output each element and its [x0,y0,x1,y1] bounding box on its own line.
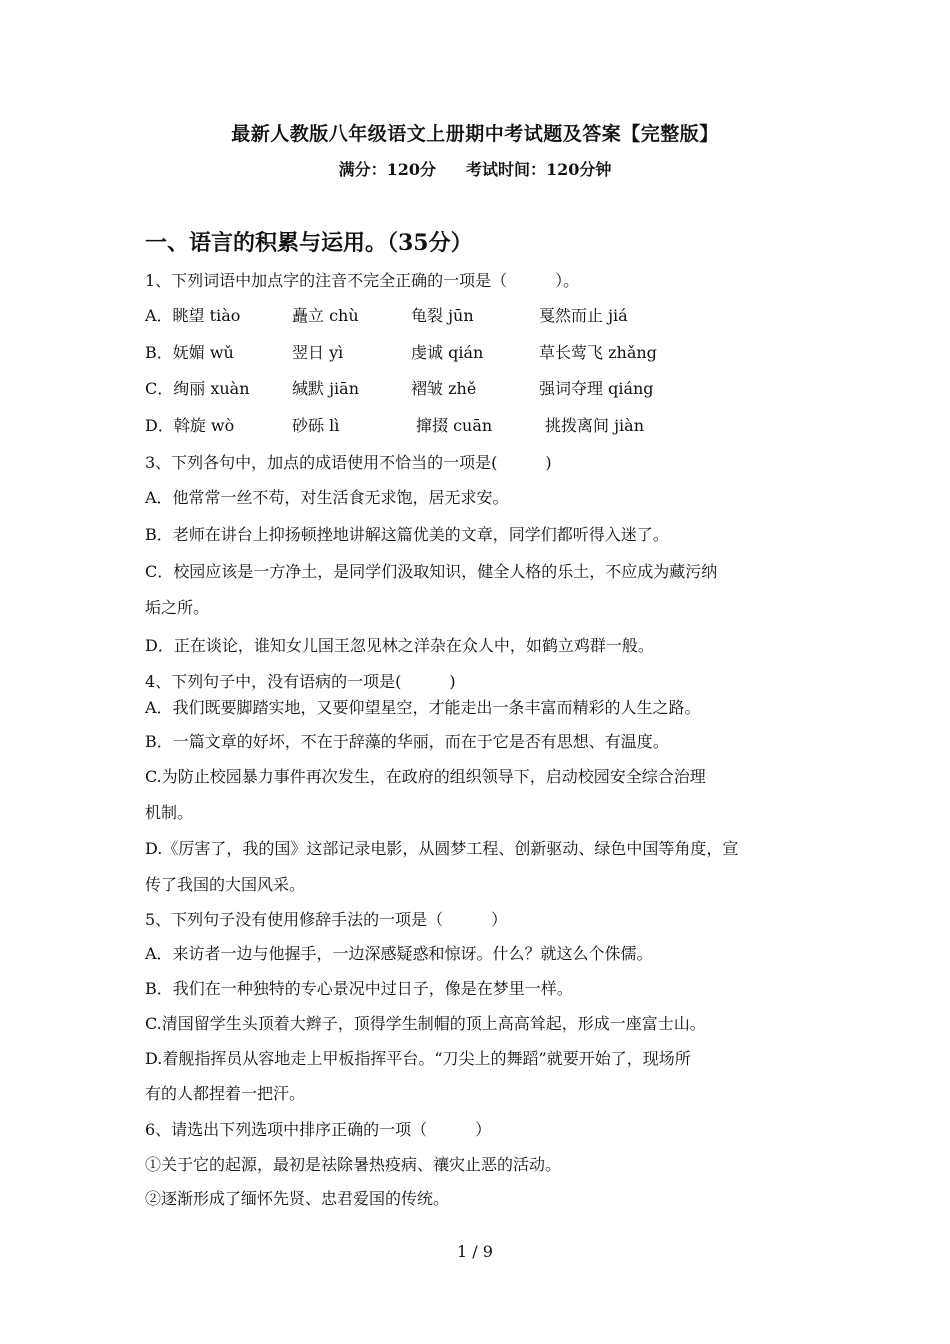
q4-option-c-line2: 机制。 [145,803,194,822]
q3-option-a: A．他常常一丝不苟，对生活食无求饱，居无求安。 [145,488,509,507]
question-6-stem: 6、请选出下列选项中排序正确的一项（ ） [145,1120,492,1139]
q5-option-d-line2: 有的人都捏着一把汗。 [145,1084,306,1103]
q3-option-d: D．正在谈论，谁知女儿国王忽见林之洋杂在众人中，如鹤立鸡群一般。 [145,636,654,655]
question-1-stem: 1、下列词语中加点字的注音不完全正确的一项是（ ）。 [145,271,580,290]
q1-option-b-3: 虔诚 qián [411,343,484,362]
q5-option-c: C.清国留学生头顶着大辫子，顶得学生制帽的顶上高高耸起，形成一座富士山。 [145,1014,706,1033]
q1-option-d-4: 挑拨离间 jiàn [545,416,645,435]
q1-option-c-2: 缄默 jiān [292,379,360,398]
q1-option-b-2: 翌日 yì [292,343,344,362]
q4-option-c-line1: C.为防止校园暴力事件再次发生，在政府的组织领导下，启动校园安全综合治理 [145,767,706,786]
q3-option-c-line2: 垢之所。 [145,598,210,617]
page-title: 最新人教版八年级语文上册期中考试题及答案【完整版】 [231,123,719,145]
full-score: 满分：120分 [338,160,436,179]
q3-option-b: B．老师在讲台上抑扬顿挫地讲解这篇优美的文章，同学们都听得入迷了。 [145,525,669,544]
q1-option-c-1: C．绚丽 xuàn [145,379,250,398]
q6-sentence-1: ①关于它的起源，最初是祛除暑热疫病、禳灾止恶的活动。 [145,1155,562,1174]
question-3-stem: 3、下列各句中，加点的成语使用不恰当的一项是( ) [145,453,552,472]
exam-info [0,157,950,180]
q4-option-a: A．我们既要脚踏实地，又要仰望星空，才能走出一条丰富而精彩的人生之路。 [145,698,701,717]
q3-option-c-line1: C．校园应该是一方净土，是同学们汲取知识，健全人格的乐土，不应成为藏污纳 [145,562,718,581]
q4-option-b: B．一篇文章的好坏，不在于辞藻的华丽，而在于它是否有思想、有温度。 [145,732,669,751]
q1-option-d-1: D．斡旋 wò [145,416,235,435]
question-4-stem: 4、下列句子中，没有语病的一项是( ) [145,672,456,691]
section-heading: 一、语言的积累与运用。（35分） [145,230,473,256]
q6-sentence-2: ②逐渐形成了缅怀先贤、忠君爱国的传统。 [145,1189,450,1208]
q1-option-d-3: 撺掇 cuān [416,416,493,435]
q1-option-c-4: 强词夺理 qiáng [539,379,654,398]
q5-option-b: B．我们在一种独特的专心景况中过日子，像是在梦里一样。 [145,979,573,998]
question-5-stem: 5、下列句子没有使用修辞手法的一项是（ ） [145,910,508,929]
q1-option-c-3: 褶皱 zhě [411,379,477,398]
q1-option-a-3: 龟裂 jūn [411,306,474,325]
q5-option-d-line1: D.着舰指挥员从容地走上甲板指挥平台。“刀尖上的舞蹈”就要开始了，现场所 [145,1049,691,1068]
q1-option-b-1: B．妩媚 wǔ [145,343,234,362]
page-number: 1 / 9 [457,1242,493,1261]
q1-option-a-2: 矗立 chù [292,306,359,325]
q4-option-d-line1: D.《厉害了，我的国》这部记录电影，从圆梦工程、创新驱动、绿色中国等角度，宣 [145,839,739,858]
q4-option-d-line2: 传了我国的大国风采。 [145,875,306,894]
q1-option-a-1: A．眺望 tiào [145,306,241,325]
exam-time: 考试时间：120分钟 [466,160,612,179]
q1-option-b-4: 草长莺飞 zhǎng [539,343,657,362]
q5-option-a: A．来访者一边与他握手，一边深感疑惑和惊讶。什么？就这么个侏儒。 [145,944,653,963]
q1-option-d-2: 砂砾 lì [292,416,340,435]
q1-option-a-4: 戛然而止 jiá [539,306,628,325]
